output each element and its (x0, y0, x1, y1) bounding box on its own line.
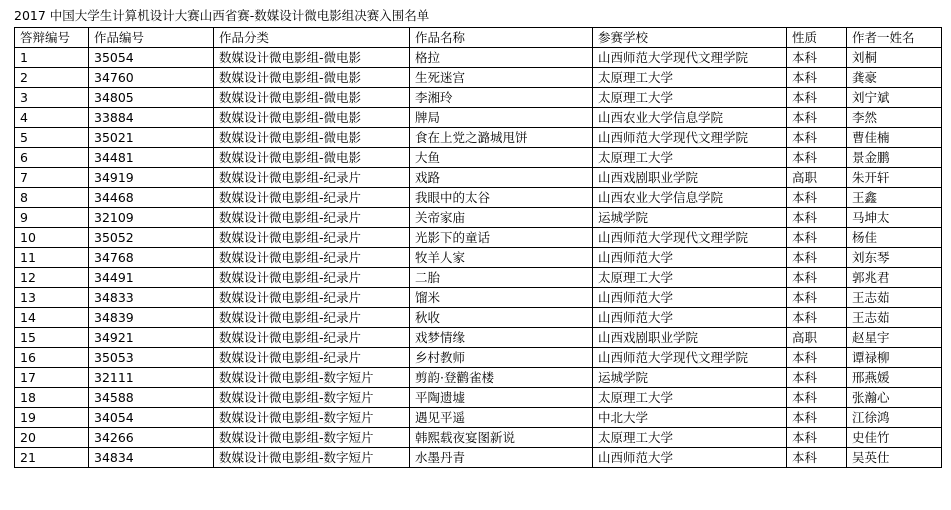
defense-number-cell[interactable]: 2 (15, 68, 89, 88)
finalists-table (14, 27, 942, 468)
table-row (15, 48, 942, 68)
defense-number-cell[interactable]: 16 (15, 348, 89, 368)
header-work-number[interactable]: 作品编号 (89, 28, 214, 48)
work-number-cell[interactable]: 34491 (89, 268, 214, 288)
work-number-cell[interactable]: 34768 (89, 248, 214, 268)
work-number-cell[interactable]: 33884 (89, 108, 214, 128)
author-name-cell[interactable]: 刘桐 (847, 48, 942, 68)
defense-number-cell[interactable]: 20 (15, 428, 89, 448)
author-name-cell[interactable]: 史佳竹 (847, 428, 942, 448)
author-name-cell[interactable]: 杨佳 (847, 228, 942, 248)
school-cell[interactable]: 运城学院 (593, 208, 787, 228)
type-cell[interactable]: 本科 (787, 428, 847, 448)
header-work-title[interactable]: 作品名称 (410, 28, 593, 48)
defense-number-cell[interactable]: 10 (15, 228, 89, 248)
header-defense-number[interactable]: 答辩编号 (15, 28, 89, 48)
defense-number-cell[interactable]: 8 (15, 188, 89, 208)
table-row (15, 68, 942, 88)
table-row (15, 228, 942, 248)
work-number-cell[interactable]: 32109 (89, 208, 214, 228)
type-cell[interactable]: 本科 (787, 408, 847, 428)
work-category-cell[interactable]: 数媒设计微电影组-数字短片 (214, 408, 410, 428)
work-title-cell[interactable]: 乡村教师 (410, 348, 593, 368)
table-row (15, 448, 942, 468)
table-row (15, 248, 942, 268)
work-title-cell[interactable]: 遇见平遥 (410, 408, 593, 428)
author-name-cell[interactable]: 马坤太 (847, 208, 942, 228)
table-row (15, 268, 942, 288)
author-name-cell[interactable]: 李然 (847, 108, 942, 128)
work-category-cell[interactable]: 数媒设计微电影组-数字短片 (214, 448, 410, 468)
table-row (15, 168, 942, 188)
defense-number-cell[interactable]: 19 (15, 408, 89, 428)
school-cell[interactable]: 太原理工大学 (593, 388, 787, 408)
work-number-cell[interactable]: 35021 (89, 128, 214, 148)
type-cell[interactable]: 本科 (787, 108, 847, 128)
work-number-cell[interactable]: 32111 (89, 368, 214, 388)
defense-number-cell[interactable]: 12 (15, 268, 89, 288)
header-type[interactable]: 性质 (787, 28, 847, 48)
defense-number-cell[interactable]: 1 (15, 48, 89, 68)
table-row (15, 108, 942, 128)
school-cell[interactable]: 太原理工大学 (593, 88, 787, 108)
work-title-cell[interactable]: 关帝家庙 (410, 208, 593, 228)
author-name-cell[interactable]: 谭禄柳 (847, 348, 942, 368)
school-cell[interactable]: 山西戏剧职业学院 (593, 328, 787, 348)
defense-number-cell[interactable]: 14 (15, 308, 89, 328)
work-category-cell[interactable]: 数媒设计微电影组-纪录片 (214, 188, 410, 208)
type-cell[interactable]: 本科 (787, 288, 847, 308)
author-name-cell[interactable]: 刘东琴 (847, 248, 942, 268)
work-category-cell[interactable]: 数媒设计微电影组-微电影 (214, 108, 410, 128)
work-title-cell[interactable]: 剪韵·登鹳雀楼 (410, 368, 593, 388)
defense-number-cell[interactable]: 21 (15, 448, 89, 468)
table-row (15, 348, 942, 368)
school-cell[interactable]: 山西戏剧职业学院 (593, 168, 787, 188)
work-number-cell[interactable]: 34481 (89, 148, 214, 168)
type-cell[interactable]: 本科 (787, 368, 847, 388)
author-name-cell[interactable]: 江徐鸿 (847, 408, 942, 428)
work-number-cell[interactable]: 35054 (89, 48, 214, 68)
type-cell[interactable]: 本科 (787, 188, 847, 208)
type-cell[interactable]: 本科 (787, 208, 847, 228)
table-row (15, 88, 942, 108)
type-cell[interactable]: 本科 (787, 148, 847, 168)
table-body (15, 48, 942, 468)
work-title-cell[interactable]: 戏路 (410, 168, 593, 188)
school-cell[interactable]: 太原理工大学 (593, 148, 787, 168)
author-name-cell[interactable]: 张瀚心 (847, 388, 942, 408)
work-title-cell[interactable]: 二胎 (410, 268, 593, 288)
author-name-cell[interactable]: 曹佳楠 (847, 128, 942, 148)
work-number-cell[interactable]: 34760 (89, 68, 214, 88)
work-title-cell[interactable]: 馏米 (410, 288, 593, 308)
work-category-cell[interactable]: 数媒设计微电影组-数字短片 (214, 368, 410, 388)
work-number-cell[interactable]: 34266 (89, 428, 214, 448)
work-number-cell[interactable]: 34588 (89, 388, 214, 408)
header-school[interactable]: 参赛学校 (593, 28, 787, 48)
work-category-cell[interactable]: 数媒设计微电影组-纪录片 (214, 168, 410, 188)
type-cell[interactable]: 本科 (787, 248, 847, 268)
work-number-cell[interactable]: 35052 (89, 228, 214, 248)
work-category-cell[interactable]: 数媒设计微电影组-数字短片 (214, 428, 410, 448)
school-cell[interactable]: 太原理工大学 (593, 68, 787, 88)
work-number-cell[interactable]: 34468 (89, 188, 214, 208)
work-title-cell[interactable]: 平陶遗墟 (410, 388, 593, 408)
type-cell[interactable]: 本科 (787, 268, 847, 288)
type-cell[interactable]: 本科 (787, 388, 847, 408)
author-name-cell[interactable]: 景金鹏 (847, 148, 942, 168)
work-category-cell[interactable]: 数媒设计微电影组-纪录片 (214, 308, 410, 328)
type-cell[interactable]: 本科 (787, 348, 847, 368)
work-title-cell[interactable]: 韩熙载夜宴图新说 (410, 428, 593, 448)
work-category-cell[interactable]: 数媒设计微电影组-微电影 (214, 148, 410, 168)
table-row (15, 388, 942, 408)
type-cell[interactable]: 本科 (787, 68, 847, 88)
defense-number-cell[interactable]: 18 (15, 388, 89, 408)
author-name-cell[interactable]: 赵星宇 (847, 328, 942, 348)
school-cell[interactable]: 山西农业大学信息学院 (593, 188, 787, 208)
table-row (15, 148, 942, 168)
work-number-cell[interactable]: 34833 (89, 288, 214, 308)
sheet-title: 2017 中国大学生计算机设计大赛山西省赛-数媒设计微电影组决赛入围名单 (14, 8, 430, 23)
author-name-cell[interactable]: 刘宁斌 (847, 88, 942, 108)
type-cell[interactable]: 高职 (787, 168, 847, 188)
author-name-cell[interactable]: 王鑫 (847, 188, 942, 208)
work-number-cell[interactable]: 34805 (89, 88, 214, 108)
school-cell[interactable]: 山西师范大学 (593, 248, 787, 268)
work-title-cell[interactable]: 格拉 (410, 48, 593, 68)
defense-number-cell[interactable]: 15 (15, 328, 89, 348)
work-category-cell[interactable]: 数媒设计微电影组-微电影 (214, 128, 410, 148)
author-name-cell[interactable]: 王志茹 (847, 288, 942, 308)
type-cell[interactable]: 本科 (787, 308, 847, 328)
table-row (15, 328, 942, 348)
author-name-cell[interactable]: 龚豪 (847, 68, 942, 88)
work-number-cell[interactable]: 35053 (89, 348, 214, 368)
header-row (15, 28, 942, 48)
table-row (15, 368, 942, 388)
header-author-name[interactable]: 作者一姓名 (847, 28, 942, 48)
work-title-cell[interactable]: 牌局 (410, 108, 593, 128)
work-number-cell[interactable]: 34921 (89, 328, 214, 348)
type-cell[interactable]: 本科 (787, 128, 847, 148)
work-title-cell[interactable]: 生死迷宫 (410, 68, 593, 88)
work-number-cell[interactable]: 34834 (89, 448, 214, 468)
work-category-cell[interactable]: 数媒设计微电影组-纪录片 (214, 228, 410, 248)
school-cell[interactable]: 山西师范大学 (593, 308, 787, 328)
work-number-cell[interactable]: 34054 (89, 408, 214, 428)
type-cell[interactable]: 本科 (787, 88, 847, 108)
work-title-cell[interactable]: 戏梦情缘 (410, 328, 593, 348)
work-category-cell[interactable]: 数媒设计微电影组-微电影 (214, 88, 410, 108)
work-category-cell[interactable]: 数媒设计微电影组-数字短片 (214, 388, 410, 408)
school-cell[interactable]: 太原理工大学 (593, 268, 787, 288)
table-row (15, 428, 942, 448)
type-cell[interactable]: 本科 (787, 48, 847, 68)
school-cell[interactable]: 运城学院 (593, 368, 787, 388)
school-cell[interactable]: 山西师范大学现代文理学院 (593, 128, 787, 148)
work-category-cell[interactable]: 数媒设计微电影组-纪录片 (214, 348, 410, 368)
author-name-cell[interactable]: 王志茹 (847, 308, 942, 328)
school-cell[interactable]: 山西师范大学现代文理学院 (593, 228, 787, 248)
school-cell[interactable]: 山西师范大学现代文理学院 (593, 348, 787, 368)
work-number-cell[interactable]: 34839 (89, 308, 214, 328)
defense-number-cell[interactable]: 9 (15, 208, 89, 228)
table-row (15, 288, 942, 308)
defense-number-cell[interactable]: 7 (15, 168, 89, 188)
work-title-cell[interactable]: 秋收 (410, 308, 593, 328)
table-row (15, 208, 942, 228)
work-title-cell[interactable]: 李湘玲 (410, 88, 593, 108)
work-title-cell[interactable]: 食在上党之潞城甩饼 (410, 128, 593, 148)
school-cell[interactable]: 中北大学 (593, 408, 787, 428)
defense-number-cell[interactable]: 4 (15, 108, 89, 128)
work-number-cell[interactable]: 34919 (89, 168, 214, 188)
header-work-category[interactable]: 作品分类 (214, 28, 410, 48)
work-title-cell[interactable]: 光影下的童话 (410, 228, 593, 248)
author-name-cell[interactable]: 郭兆君 (847, 268, 942, 288)
work-category-cell[interactable]: 数媒设计微电影组-纪录片 (214, 208, 410, 228)
school-cell[interactable]: 太原理工大学 (593, 428, 787, 448)
work-title-cell[interactable]: 我眼中的太谷 (410, 188, 593, 208)
work-category-cell[interactable]: 数媒设计微电影组-纪录片 (214, 268, 410, 288)
school-cell[interactable]: 山西师范大学 (593, 288, 787, 308)
table-row (15, 128, 942, 148)
school-cell[interactable]: 山西师范大学 (593, 448, 787, 468)
type-cell[interactable]: 本科 (787, 448, 847, 468)
work-category-cell[interactable]: 数媒设计微电影组-纪录片 (214, 288, 410, 308)
author-name-cell[interactable]: 朱开轩 (847, 168, 942, 188)
school-cell[interactable]: 山西师范大学现代文理学院 (593, 48, 787, 68)
defense-number-cell[interactable]: 5 (15, 128, 89, 148)
work-title-cell[interactable]: 大鱼 (410, 148, 593, 168)
defense-number-cell[interactable]: 17 (15, 368, 89, 388)
defense-number-cell[interactable]: 6 (15, 148, 89, 168)
author-name-cell[interactable]: 吴英仕 (847, 448, 942, 468)
defense-number-cell[interactable]: 3 (15, 88, 89, 108)
work-category-cell[interactable]: 数媒设计微电影组-微电影 (214, 68, 410, 88)
type-cell[interactable]: 高职 (787, 328, 847, 348)
school-cell[interactable]: 山西农业大学信息学院 (593, 108, 787, 128)
author-name-cell[interactable]: 邢燕媛 (847, 368, 942, 388)
type-cell[interactable]: 本科 (787, 228, 847, 248)
work-title-cell[interactable]: 水墨丹青 (410, 448, 593, 468)
work-category-cell[interactable]: 数媒设计微电影组-纪录片 (214, 328, 410, 348)
table-row (15, 408, 942, 428)
work-title-cell[interactable]: 牧羊人家 (410, 248, 593, 268)
defense-number-cell[interactable]: 13 (15, 288, 89, 308)
work-category-cell[interactable]: 数媒设计微电影组-纪录片 (214, 248, 410, 268)
table-row (15, 188, 942, 208)
defense-number-cell[interactable]: 11 (15, 248, 89, 268)
work-category-cell[interactable]: 数媒设计微电影组-微电影 (214, 48, 410, 68)
table-row (15, 308, 942, 328)
